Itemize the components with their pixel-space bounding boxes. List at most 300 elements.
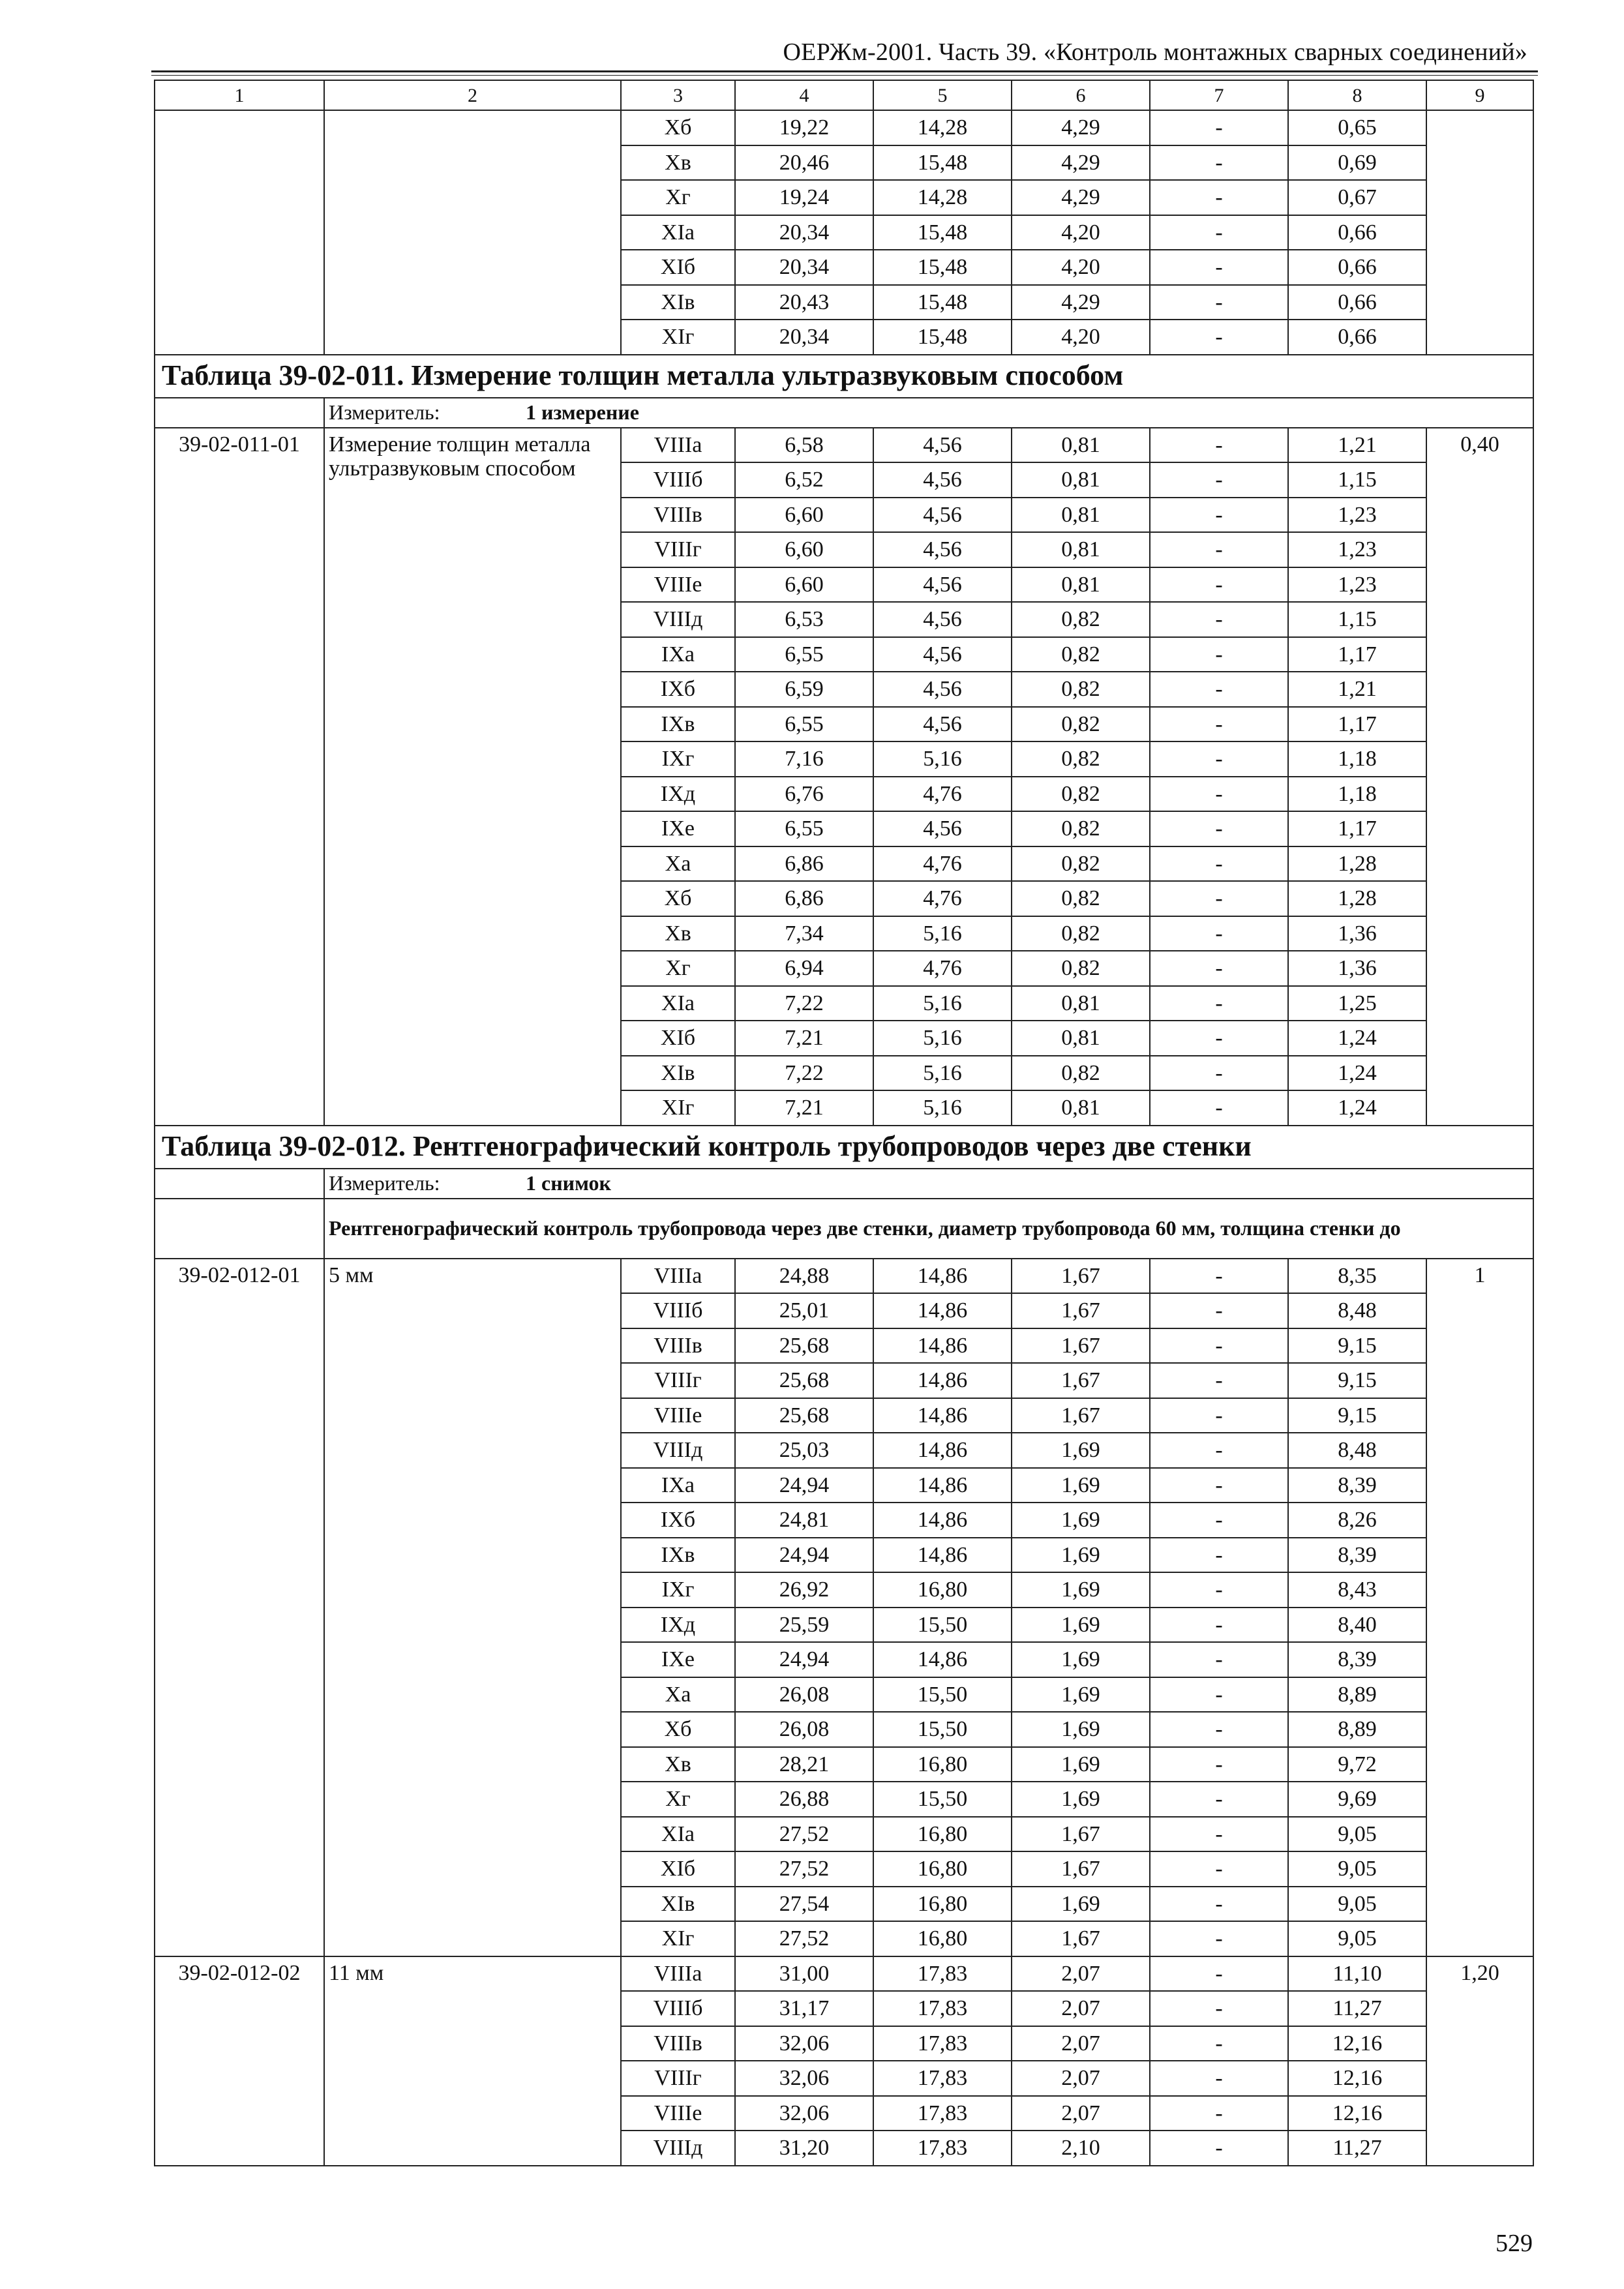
value-cell: 1,36	[1288, 916, 1426, 951]
value-cell: 6,60	[735, 532, 873, 567]
measure-label: Измеритель:	[329, 1171, 440, 1195]
value-cell: 1,21	[1288, 672, 1426, 707]
value-cell: 1,17	[1288, 707, 1426, 742]
region-code: VIIIг	[621, 2061, 735, 2096]
value-cell: 8,40	[1288, 1608, 1426, 1643]
value-cell: 0,66	[1288, 250, 1426, 285]
region-code: XIб	[621, 1021, 735, 1056]
region-code: IXд	[621, 1608, 735, 1643]
value-cell: -	[1150, 1712, 1288, 1747]
value-cell: 12,16	[1288, 2061, 1426, 2096]
value-cell: 5,16	[873, 1090, 1012, 1126]
value-cell: 0,69	[1288, 145, 1426, 181]
region-code: VIIIв	[621, 2026, 735, 2061]
value-cell: 28,21	[735, 1747, 873, 1782]
value-cell: 25,68	[735, 1328, 873, 1364]
value-cell: 1,69	[1012, 1503, 1150, 1538]
value-cell: 0,66	[1288, 285, 1426, 320]
column-number: 7	[1150, 80, 1288, 110]
value-cell: 9,15	[1288, 1328, 1426, 1364]
norm-description: 11 мм	[324, 1956, 621, 2166]
value-cell: 4,56	[873, 567, 1012, 603]
value-cell: 6,86	[735, 846, 873, 882]
value-cell: -	[1150, 951, 1288, 986]
value-cell: 0,81	[1012, 986, 1150, 1021]
table-row	[155, 110, 1533, 145]
value-cell: 6,60	[735, 567, 873, 603]
column-number: 8	[1288, 80, 1426, 110]
table-title: Таблица 39-02-011. Измерение толщин металла ультразвуковым способом	[155, 355, 1533, 398]
value-cell: 1,18	[1288, 777, 1426, 812]
region-code: VIIIг	[621, 532, 735, 567]
value-cell: 20,34	[735, 250, 873, 285]
value-cell: 1,15	[1288, 462, 1426, 498]
measure-cell	[324, 1169, 1533, 1199]
value-cell: 9,05	[1288, 1887, 1426, 1922]
norm-code: 39-02-011-01	[155, 428, 324, 1126]
region-code: VIIIе	[621, 567, 735, 603]
value-cell: 25,68	[735, 1363, 873, 1398]
value-cell: 12,16	[1288, 2096, 1426, 2131]
value-cell: 1,69	[1012, 1608, 1150, 1643]
value-cell: -	[1150, 602, 1288, 637]
value-cell: 8,43	[1288, 1572, 1426, 1608]
value-cell: -	[1150, 180, 1288, 215]
value-cell: 8,89	[1288, 1712, 1426, 1747]
value-cell: 0,66	[1288, 320, 1426, 355]
value-cell: -	[1150, 2061, 1288, 2096]
value-cell: -	[1150, 1433, 1288, 1468]
value-cell: 1,23	[1288, 567, 1426, 603]
value-cell: 0,81	[1012, 1021, 1150, 1056]
value-cell: 20,34	[735, 320, 873, 355]
column-number: 3	[621, 80, 735, 110]
column-number: 6	[1012, 80, 1150, 110]
value-cell: 1,17	[1288, 637, 1426, 672]
region-code: XIв	[621, 285, 735, 320]
running-header: ОЕРЖм-2001. Часть 39. «Контроль монтажных сварных соединений»	[783, 38, 1527, 66]
region-code: Xа	[621, 1677, 735, 1713]
value-cell: -	[1150, 1090, 1288, 1126]
region-code: Xб	[621, 1712, 735, 1747]
value-cell: 0,82	[1012, 916, 1150, 951]
value-cell: 1,69	[1012, 1572, 1150, 1608]
region-code: IXе	[621, 1642, 735, 1677]
column-number-row	[155, 80, 1533, 110]
value-cell: 1,69	[1012, 1538, 1150, 1573]
region-code: XIг	[621, 1090, 735, 1126]
value-cell: 7,34	[735, 916, 873, 951]
value-cell: 1,23	[1288, 532, 1426, 567]
value-cell: 1,67	[1012, 1363, 1150, 1398]
value-cell: 8,48	[1288, 1293, 1426, 1328]
value-cell: 11,27	[1288, 1991, 1426, 2026]
value-cell: 19,24	[735, 180, 873, 215]
value-cell: 0,82	[1012, 881, 1150, 916]
value-cell: 5,16	[873, 1056, 1012, 1091]
value-cell: 14,28	[873, 180, 1012, 215]
value-cell: -	[1150, 1538, 1288, 1573]
value-cell: 15,50	[873, 1712, 1012, 1747]
value-cell: 20,34	[735, 215, 873, 250]
value-cell: 1,69	[1012, 1677, 1150, 1713]
region-code: Xв	[621, 916, 735, 951]
region-code: VIIIд	[621, 2131, 735, 2166]
value-cell: 0,82	[1012, 672, 1150, 707]
value-cell: 27,52	[735, 1817, 873, 1852]
value-cell: -	[1150, 1677, 1288, 1713]
region-code: VIIIв	[621, 498, 735, 533]
value-cell: 0,67	[1288, 180, 1426, 215]
measure-spacer	[155, 1169, 324, 1199]
value-cell: -	[1150, 916, 1288, 951]
value-cell: 0,82	[1012, 1056, 1150, 1091]
value-cell: 4,56	[873, 707, 1012, 742]
region-code: IXа	[621, 637, 735, 672]
value-cell: 4,20	[1012, 215, 1150, 250]
measure-row	[155, 1169, 1533, 1199]
value-cell: -	[1150, 1503, 1288, 1538]
value-cell: 32,06	[735, 2061, 873, 2096]
value-cell: 14,86	[873, 1259, 1012, 1294]
value-cell: 9,05	[1288, 1817, 1426, 1852]
value-cell: 1,67	[1012, 1398, 1150, 1433]
region-code: Xа	[621, 846, 735, 882]
region-code: IXв	[621, 1538, 735, 1573]
value-cell: 1,21	[1288, 428, 1426, 463]
value-cell: 8,39	[1288, 1468, 1426, 1503]
value-cell: 4,29	[1012, 285, 1150, 320]
region-code: VIIIе	[621, 2096, 735, 2131]
value-cell: 4,56	[873, 498, 1012, 533]
value-cell: 14,28	[873, 110, 1012, 145]
region-code: IXб	[621, 1503, 735, 1538]
value-cell: 6,55	[735, 637, 873, 672]
value-cell: 0,81	[1012, 498, 1150, 533]
value-cell: 20,46	[735, 145, 873, 181]
value-cell: -	[1150, 986, 1288, 1021]
value-cell: -	[1150, 1608, 1288, 1643]
value-cell: 27,54	[735, 1887, 873, 1922]
measure-cell	[324, 398, 1533, 428]
region-code: IXе	[621, 811, 735, 846]
value-cell: -	[1150, 498, 1288, 533]
value-cell: 8,39	[1288, 1642, 1426, 1677]
value-cell: 25,01	[735, 1293, 873, 1328]
value-cell: 5,16	[873, 986, 1012, 1021]
value-cell: 6,55	[735, 707, 873, 742]
value-cell: 0,81	[1012, 1090, 1150, 1126]
value-cell: -	[1150, 1921, 1288, 1956]
value-cell: 17,83	[873, 1991, 1012, 2026]
value-cell: 4,56	[873, 532, 1012, 567]
value-cell: 7,21	[735, 1021, 873, 1056]
value-cell: 14,86	[873, 1363, 1012, 1398]
value-cell: 14,86	[873, 1328, 1012, 1364]
value-cell: 2,07	[1012, 1956, 1150, 1992]
value-cell: -	[1150, 1851, 1288, 1887]
value-cell: 15,48	[873, 320, 1012, 355]
value-cell: 4,56	[873, 428, 1012, 463]
value-cell: -	[1150, 250, 1288, 285]
value-cell: 14,86	[873, 1398, 1012, 1433]
value-cell: 6,76	[735, 777, 873, 812]
region-code: Xб	[621, 110, 735, 145]
region-code: Xв	[621, 1747, 735, 1782]
value-cell: -	[1150, 1293, 1288, 1328]
value-cell: 24,94	[735, 1468, 873, 1503]
value-cell: -	[1150, 145, 1288, 181]
region-code: VIIIд	[621, 1433, 735, 1468]
value-cell: 0,81	[1012, 567, 1150, 603]
value-cell: 2,10	[1012, 2131, 1150, 2166]
value-cell: -	[1150, 320, 1288, 355]
region-code: VIIIа	[621, 1956, 735, 1992]
value-cell: 1,28	[1288, 846, 1426, 882]
value-cell: -	[1150, 1642, 1288, 1677]
value-cell: 14,86	[873, 1293, 1012, 1328]
value-cell: 12,16	[1288, 2026, 1426, 2061]
column-number: 4	[735, 80, 873, 110]
value-cell: 11,27	[1288, 2131, 1426, 2166]
region-code: VIIIв	[621, 1328, 735, 1364]
value-cell: 7,22	[735, 1056, 873, 1091]
value-cell: 4,56	[873, 462, 1012, 498]
value-cell: 1,67	[1012, 1328, 1150, 1364]
value-cell: -	[1150, 1468, 1288, 1503]
value-cell: 27,52	[735, 1851, 873, 1887]
value-cell: 5,16	[873, 1021, 1012, 1056]
value-cell: 1,25	[1288, 986, 1426, 1021]
measure-value: 1 измерение	[526, 400, 639, 424]
value-cell: 1,69	[1012, 1468, 1150, 1503]
measure-row	[155, 398, 1533, 428]
value-cell: 8,35	[1288, 1259, 1426, 1294]
value-cell: 15,50	[873, 1677, 1012, 1713]
value-cell: 20,43	[735, 285, 873, 320]
region-code: Xг	[621, 180, 735, 215]
value-cell: 6,58	[735, 428, 873, 463]
norm-value: 1,20	[1426, 1956, 1533, 2166]
value-cell: 31,17	[735, 1991, 873, 2026]
value-cell: 0,65	[1288, 110, 1426, 145]
norm-description: 5 мм	[324, 1259, 621, 1956]
value-cell: 26,08	[735, 1712, 873, 1747]
region-code: IXг	[621, 741, 735, 777]
value-cell: 1,69	[1012, 1747, 1150, 1782]
value-cell: 7,16	[735, 741, 873, 777]
value-cell: 6,86	[735, 881, 873, 916]
value-cell: 4,76	[873, 951, 1012, 986]
region-code: IXд	[621, 777, 735, 812]
value-cell: -	[1150, 1956, 1288, 1992]
value-cell: -	[1150, 1328, 1288, 1364]
norm-code: 39-02-012-01	[155, 1259, 324, 1956]
table-row	[155, 428, 1533, 463]
region-code: VIIIг	[621, 1363, 735, 1398]
region-code: IXб	[621, 672, 735, 707]
value-cell: 1,67	[1012, 1921, 1150, 1956]
value-cell: 16,80	[873, 1817, 1012, 1852]
value-cell: 9,15	[1288, 1398, 1426, 1433]
value-cell: 1,23	[1288, 498, 1426, 533]
value-cell: 1,24	[1288, 1021, 1426, 1056]
value-cell: 14,86	[873, 1468, 1012, 1503]
value-cell: 4,29	[1012, 145, 1150, 181]
measure-value: 1 снимок	[526, 1171, 611, 1195]
value-cell: 6,53	[735, 602, 873, 637]
region-code: XIб	[621, 1851, 735, 1887]
table-title: Таблица 39-02-012. Рентгенографический контроль трубопроводов через две стенки	[155, 1126, 1533, 1169]
norm-description: Измерение толщин металла ультразвуковым способом	[324, 428, 621, 1126]
value-cell: -	[1150, 672, 1288, 707]
value-cell: 14,86	[873, 1642, 1012, 1677]
region-code: IXг	[621, 1572, 735, 1608]
value-cell: 26,88	[735, 1782, 873, 1817]
value-cell: 6,55	[735, 811, 873, 846]
region-code: IXа	[621, 1468, 735, 1503]
value-cell: 32,06	[735, 2096, 873, 2131]
value-cell: 2,07	[1012, 2096, 1150, 2131]
value-cell: 1,69	[1012, 1642, 1150, 1677]
value-cell: 15,48	[873, 250, 1012, 285]
value-cell: 17,83	[873, 2026, 1012, 2061]
value-cell: 4,76	[873, 881, 1012, 916]
value-cell: -	[1150, 462, 1288, 498]
value-cell: 16,80	[873, 1851, 1012, 1887]
value-cell: 1,28	[1288, 881, 1426, 916]
value-cell: 7,22	[735, 986, 873, 1021]
value-cell: 8,89	[1288, 1677, 1426, 1713]
group-note: Рентгенографический контроль трубопровода через две стенки, диаметр трубопровода 60 мм, толщина стенки до	[324, 1199, 1533, 1259]
value-cell: 5,16	[873, 916, 1012, 951]
value-cell: 4,76	[873, 846, 1012, 882]
value-cell: 1,18	[1288, 741, 1426, 777]
value-cell: -	[1150, 110, 1288, 145]
page-number: 529	[1496, 2230, 1533, 2257]
region-code: XIб	[621, 250, 735, 285]
value-cell: -	[1150, 637, 1288, 672]
value-cell: 11,10	[1288, 1956, 1426, 1992]
value-cell: 4,20	[1012, 250, 1150, 285]
value-cell: 1,67	[1012, 1259, 1150, 1294]
value-cell: 25,03	[735, 1433, 873, 1468]
value-cell: -	[1150, 1782, 1288, 1817]
column-number: 1	[155, 80, 324, 110]
region-code: XIв	[621, 1887, 735, 1922]
value-cell: -	[1150, 2026, 1288, 2061]
value-cell: 1,15	[1288, 602, 1426, 637]
header-rule-thin	[151, 75, 1538, 76]
region-code: XIа	[621, 986, 735, 1021]
value-cell: 1,69	[1012, 1782, 1150, 1817]
value-cell: 8,48	[1288, 1433, 1426, 1468]
value-cell: 25,59	[735, 1608, 873, 1643]
value-cell: 8,39	[1288, 1538, 1426, 1573]
value-cell: 1,24	[1288, 1056, 1426, 1091]
value-cell: -	[1150, 567, 1288, 603]
region-code: Xг	[621, 951, 735, 986]
norm-code	[155, 110, 324, 355]
region-code: XIв	[621, 1056, 735, 1091]
note-spacer	[155, 1199, 324, 1259]
region-code: XIа	[621, 1817, 735, 1852]
norm-code: 39-02-012-02	[155, 1956, 324, 2166]
value-cell: 0,82	[1012, 741, 1150, 777]
value-cell: 24,88	[735, 1259, 873, 1294]
value-cell: -	[1150, 846, 1288, 882]
value-cell: 9,05	[1288, 1921, 1426, 1956]
region-code: XIг	[621, 1921, 735, 1956]
value-cell: 4,76	[873, 777, 1012, 812]
value-cell: 1,69	[1012, 1433, 1150, 1468]
region-code: VIIIд	[621, 602, 735, 637]
value-cell: -	[1150, 707, 1288, 742]
measure-label: Измеритель:	[329, 400, 440, 424]
value-cell: -	[1150, 1747, 1288, 1782]
region-code: IXв	[621, 707, 735, 742]
norm-value	[1426, 110, 1533, 355]
value-cell: 17,83	[873, 2061, 1012, 2096]
norm-description	[324, 110, 621, 355]
value-cell: 0,81	[1012, 462, 1150, 498]
value-cell: 5,16	[873, 741, 1012, 777]
value-cell: -	[1150, 215, 1288, 250]
value-cell: 4,29	[1012, 110, 1150, 145]
value-cell: 6,59	[735, 672, 873, 707]
value-cell: 1,69	[1012, 1887, 1150, 1922]
value-cell: -	[1150, 1887, 1288, 1922]
value-cell: -	[1150, 2096, 1288, 2131]
table-title-row	[155, 1126, 1533, 1169]
value-cell: 2,07	[1012, 1991, 1150, 2026]
value-cell: 14,86	[873, 1433, 1012, 1468]
value-cell: 9,72	[1288, 1747, 1426, 1782]
value-cell: 9,05	[1288, 1851, 1426, 1887]
value-cell: -	[1150, 1398, 1288, 1433]
value-cell: 32,06	[735, 2026, 873, 2061]
value-cell: -	[1150, 428, 1288, 463]
value-cell: 0,66	[1288, 215, 1426, 250]
value-cell: 17,83	[873, 2096, 1012, 2131]
value-cell: 1,67	[1012, 1851, 1150, 1887]
value-cell: 0,82	[1012, 846, 1150, 882]
table-row	[155, 1259, 1533, 1294]
value-cell: 15,48	[873, 215, 1012, 250]
column-number: 5	[873, 80, 1012, 110]
value-cell: 1,17	[1288, 811, 1426, 846]
table-title-row	[155, 355, 1533, 398]
value-cell: -	[1150, 1259, 1288, 1294]
value-cell: 17,83	[873, 1956, 1012, 1992]
value-cell: 0,82	[1012, 637, 1150, 672]
region-code: Xб	[621, 881, 735, 916]
region-code: XIг	[621, 320, 735, 355]
region-code: VIIIб	[621, 1991, 735, 2026]
value-cell: 4,56	[873, 637, 1012, 672]
norms-table	[154, 80, 1534, 2166]
column-number: 9	[1426, 80, 1533, 110]
value-cell: 16,80	[873, 1747, 1012, 1782]
value-cell: 24,94	[735, 1538, 873, 1573]
value-cell: 15,50	[873, 1608, 1012, 1643]
value-cell: 24,94	[735, 1642, 873, 1677]
value-cell: 16,80	[873, 1921, 1012, 1956]
value-cell: 24,81	[735, 1503, 873, 1538]
value-cell: 16,80	[873, 1887, 1012, 1922]
header-rule	[151, 70, 1538, 72]
value-cell: 0,82	[1012, 777, 1150, 812]
